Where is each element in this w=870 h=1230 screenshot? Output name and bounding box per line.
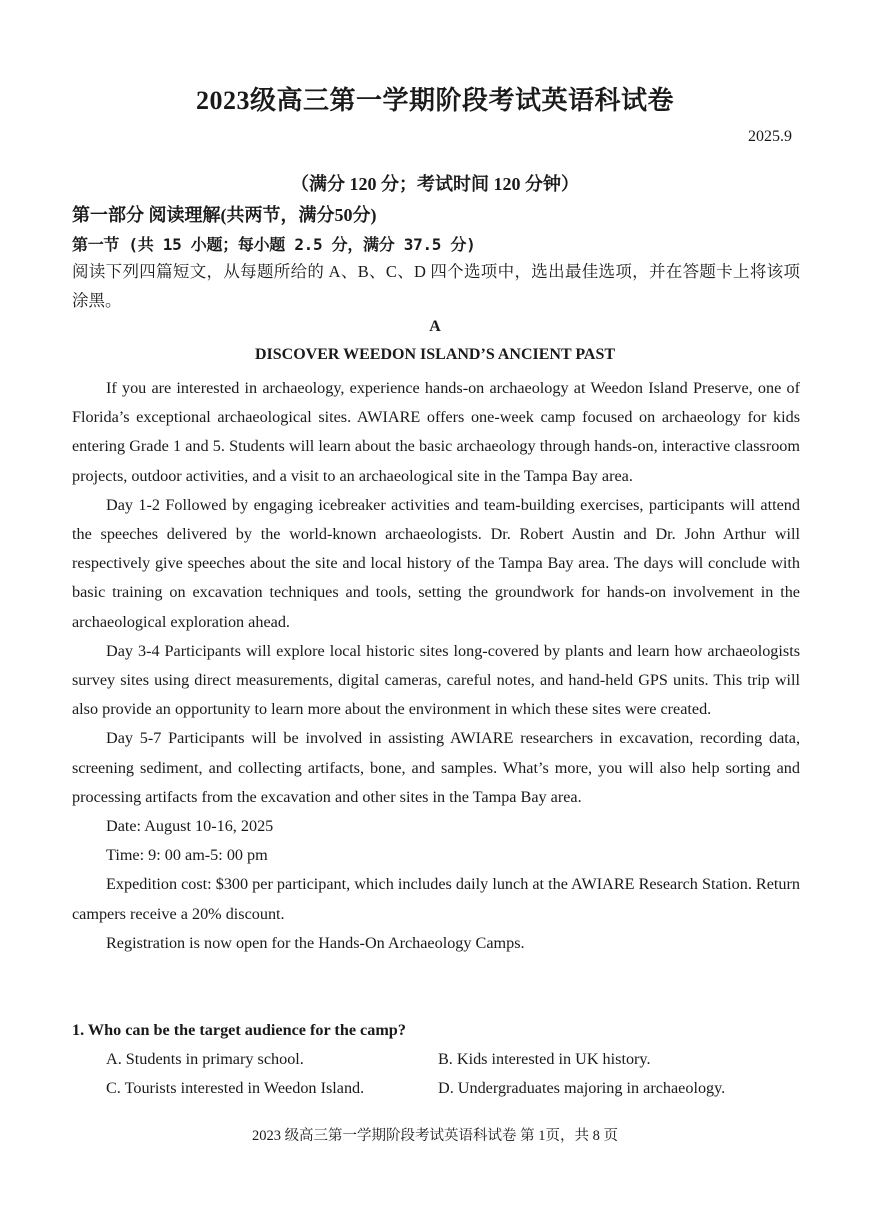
page-footer: 2023 级高三第一学期阶段考试英语科试卷 第 1页，共 8 页: [251, 1128, 619, 1144]
question-1: [72, 1016, 800, 1103]
passage-paragraph-day-3-4: Day 3-4 Participants will explore local historic sites long-covered by plants and learn how archaeologists survey sites using direct measurements, digital cameras, careful notes, and hand-held GPS units. This trip will also provide an opportunity to learn more about the environment in which these sites were created.: [72, 641, 800, 719]
option-a: A. Students in primary school.: [106, 1050, 304, 1068]
passage-time: Time: 9: 00 am-5: 00 pm: [106, 846, 268, 865]
passage-cost: Expedition cost: $300 per participant, which includes daily lunch at the AWIARE Research Station. Return campers receive a 20% discount.: [72, 875, 800, 923]
score-and-time-line: （满分 120 分；考试时间 120 分钟）: [291, 174, 579, 194]
passage-letter: A: [429, 318, 441, 335]
page-title: 2023级高三第一学期阶段考试英语科试卷: [195, 86, 674, 115]
passage-title: DISCOVER WEEDON ISLAND’S ANCIENT PAST: [254, 346, 616, 363]
passage-date: Date: August 10-16, 2025: [106, 817, 274, 836]
option-d: D. Undergraduates majoring in archaeology.: [438, 1079, 726, 1097]
passage-paragraph-intro: If you are interested in archaeology, experience hands-on archaeology at Weedon Island Preserve, one of Florida’s exceptional archaeological sites. AWIARE offers one-week camp focused on archaeology for kids entering Grade 1 and 5. Students will learn about the basic archaeology through hands-on, interactive classroom projects, outdoor activities, and a visit to an archaeological site in the Tampa Bay area.: [72, 379, 800, 485]
exam-date: 2025.9: [748, 128, 792, 145]
passage-paragraph-day-1-2: Day 1-2 Followed by engaging icebreaker activities and team-building exercises, participants will attend the speeches delivered by the world-known archaeologists. Dr. Robert Austin and Dr. John Arthur will respectively give speeches about the site and local history of the Tampa Bay area. The days will conclude with basic training on excavation techniques and tools, setting the groundwork for hands-on involvement in the archaeological exploration ahead.: [72, 495, 800, 631]
part-one-heading: 第一部分 阅读理解(共两节，满分50分): [72, 205, 377, 225]
passage-registration: Registration is now open for the Hands-On Archaeology Camps.: [106, 933, 525, 952]
option-b: B. Kids interested in UK history.: [438, 1050, 651, 1068]
answer-options: [72, 1045, 800, 1103]
passage-paragraph-day-5-7: Day 5-7 Participants will be involved in assisting AWIARE researchers in excavation, recording data, screening sediment, and collecting artifacts, bone, and samples. What’s more, you will also help sorting and processing artifacts from the excavation and other sites in the Tampa Bay area.: [72, 729, 800, 806]
passage-body: [72, 374, 800, 958]
question-stem: 1. Who can be the target audience for the camp?: [72, 1021, 406, 1039]
reading-instructions: 阅读下列四篇短文，从每题所给的 A、B、C、D 四个选项中，选出最佳选项，并在答题卡上将该项涂黑。: [72, 262, 800, 310]
section-one-heading: 第一节 (共 15 小题；每小题 2.5 分，满分 37.5 分): [72, 235, 476, 254]
option-c: C. Tourists interested in Weedon Island.: [106, 1079, 365, 1097]
